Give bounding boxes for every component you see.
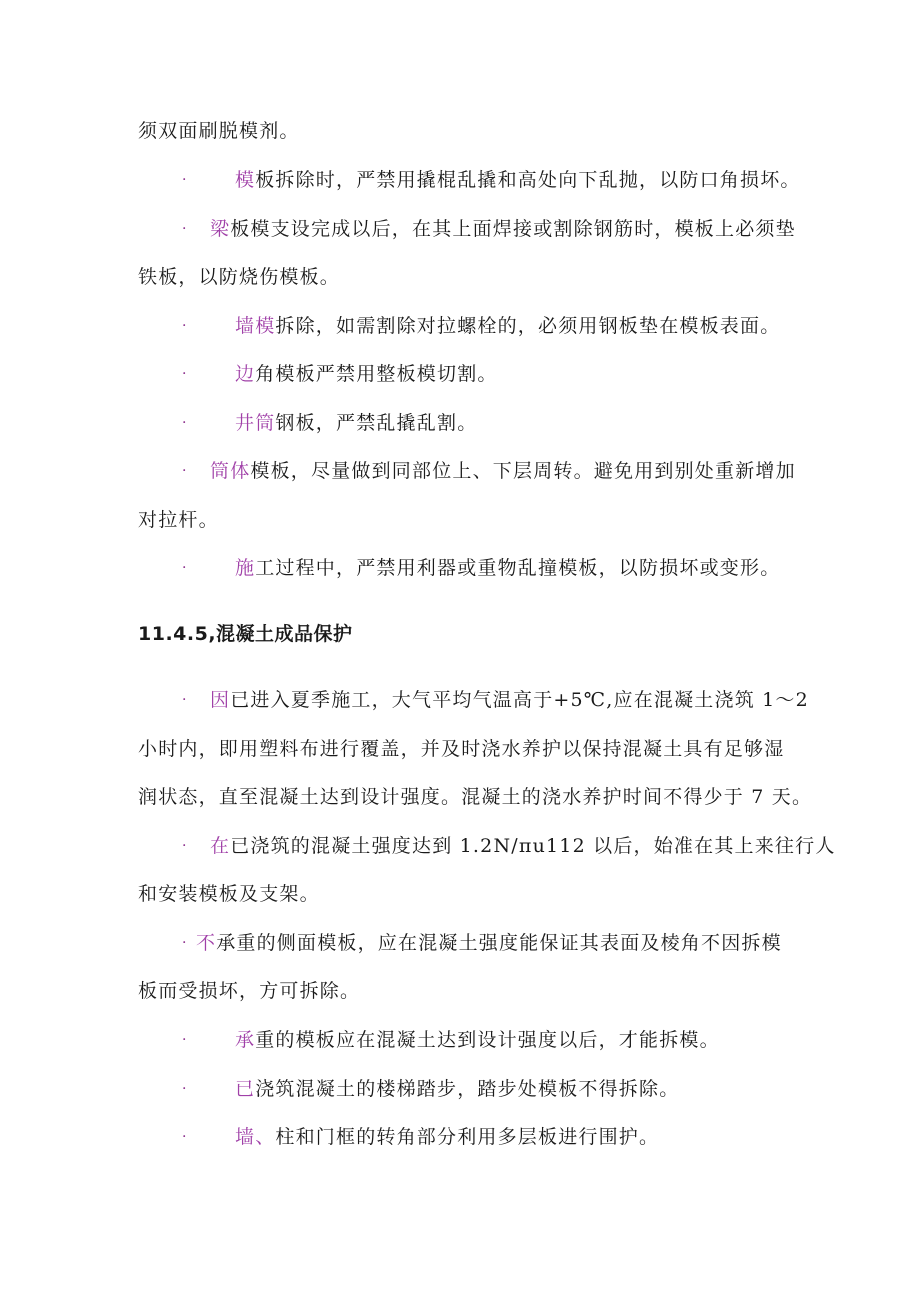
bullet: · (182, 463, 187, 479)
bullet: · (182, 692, 187, 708)
text-line (138, 978, 360, 1004)
text-line (210, 216, 796, 242)
text-line (138, 881, 320, 907)
line-text: 铁板，以防烧伤模板。 (138, 266, 341, 288)
text-line (138, 118, 300, 144)
line-text: 板模支设完成以后，在其上面焊接或割除钢筋时，模板上必须垫 (230, 218, 796, 240)
line-text: 已浇筑的混凝土强度达到 1.2N∕πu112 以后，始准在其上来往行人 (230, 835, 836, 857)
line-text: 浇筑混凝土的楼梯踏步，踏步处模板不得拆除。 (255, 1078, 680, 1100)
line-text: 角模板严禁用整板模切割。 (255, 363, 498, 385)
line-text: 工过程中，严禁用利器或重物乱撞模板，以防损坏或变形。 (255, 557, 781, 579)
section-heading: 11.4.5,混凝土成品保护 (138, 623, 353, 645)
text-line (196, 930, 782, 956)
bullet: · (182, 1081, 187, 1097)
line-text: 板而受损坏，方可拆除。 (138, 980, 361, 1002)
text-line (235, 313, 780, 339)
line-text: 承重的侧面模板，应在混凝土强度能保证其表面及棱角不因拆模 (216, 932, 782, 954)
text-line (138, 736, 784, 762)
line-lead: 筒体 (210, 460, 251, 482)
line-text: 拆除，如需割除对拉螺栓的，必须用钢板垫在模板表面。 (275, 315, 781, 337)
line-text: 柱和门框的转角部分利用多层板进行围护。 (275, 1126, 660, 1148)
text-line (210, 458, 796, 484)
text-line (235, 1124, 659, 1150)
bullet: · (182, 1129, 187, 1145)
line-text: 润状态，直至混凝土达到设计强度。混凝土的浇水养护时间不得少于 7 天。 (138, 786, 813, 808)
line-text: 已进入夏季施工，大气平均气温高于+5℃,应在混凝土浇筑 1～2 (230, 689, 809, 711)
text-line (235, 410, 477, 436)
text-line (235, 555, 780, 581)
text-line (138, 264, 340, 290)
line-text: 小时内，即用塑料布进行覆盖，并及时浇水养护以保持混凝土具有足够湿 (138, 738, 785, 760)
line-text: 对拉杆。 (138, 509, 219, 531)
text-line (210, 833, 836, 859)
text-line (138, 784, 812, 810)
bullet: · (182, 221, 187, 237)
text-line (235, 1076, 679, 1102)
text-line (235, 167, 801, 193)
line-text: 钢板，严禁乱撬乱割。 (275, 412, 478, 434)
text-line (235, 361, 498, 387)
line-lead: 模 (235, 169, 256, 191)
bullet: · (182, 172, 187, 188)
line-lead: 墙、 (235, 1126, 276, 1148)
line-lead: 因 (210, 689, 231, 711)
text-line (235, 1027, 720, 1053)
text-line (210, 687, 809, 713)
line-lead: 施 (235, 557, 256, 579)
bullet: · (182, 415, 187, 431)
bullet: · (182, 366, 187, 382)
bullet: · (182, 560, 187, 576)
line-text: 板拆除时，严禁用撬棍乱撬和高处向下乱抛，以防口角损坏。 (255, 169, 801, 191)
line-lead: 不 (196, 932, 217, 954)
bullet: · (182, 935, 187, 951)
line-lead: 边 (235, 363, 256, 385)
line-text: 重的模板应在混凝土达到设计强度以后，才能拆模。 (255, 1029, 720, 1051)
line-lead: 承 (235, 1029, 256, 1051)
line-text: 和安装模板及支架。 (138, 883, 320, 905)
line-text: 须双面刷脱模剂。 (138, 120, 300, 142)
line-lead: 墙模 (235, 315, 276, 337)
line-lead: 已 (235, 1078, 256, 1100)
line-lead: 井筒 (235, 412, 276, 434)
bullet: · (182, 838, 187, 854)
line-lead: 梁 (210, 218, 231, 240)
line-text: 模板，尽量做到同部位上、下层周转。避免用到别处重新增加 (250, 460, 796, 482)
bullet: · (182, 1032, 187, 1048)
bullet: · (182, 318, 187, 334)
text-line (138, 507, 219, 533)
line-lead: 在 (210, 835, 231, 857)
